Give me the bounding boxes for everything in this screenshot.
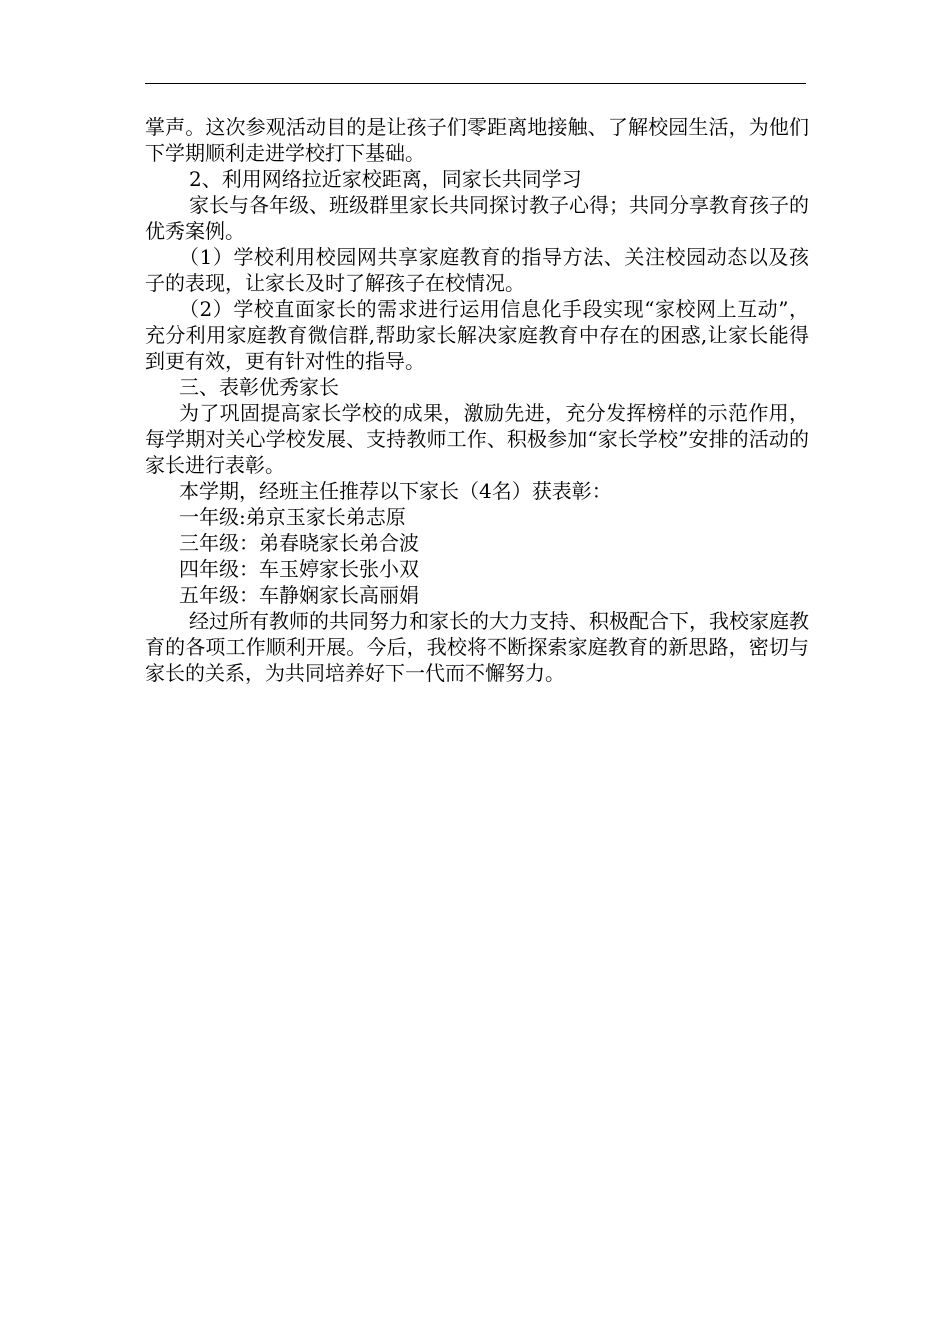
paragraph: 为了巩固提高家长学校的成果，激励先进，充分发挥榜样的示范作用，每学期对关心学校发展、支持教师工作、积极参加“家长学校”安排的活动的家长进行表彰。 [145, 401, 809, 477]
section-heading-3: 三、表彰优秀家长 [179, 375, 339, 399]
list-item: 一年级:弟京玉家长弟志原 [179, 505, 406, 529]
paragraph-conclusion: 经过所有教师的共同努力和家长的大力支持、积极配合下，我校家庭教育的各项工作顺利开展。今后，我校将不断探索家庭教育的新思路，密切与家长的关系，为共同培养好下一代而不懈努力。 [145, 609, 809, 685]
paragraph-item-1: （1）学校利用校园网共享家庭教育的指导方法、关注校园动态以及孩子的表现，让家长及时了解孩子在校情况。 [145, 245, 809, 295]
paragraph: 家长与各年级、班级群里家长共同探讨教子心得；共同分享教育孩子的优秀案例。 [145, 193, 809, 243]
list-item: 三年级：弟春晓家长弟合波 [179, 531, 419, 555]
paragraph: 本学期，经班主任推荐以下家长（4名）获表彰： [179, 479, 612, 503]
paragraph-continuation: 掌声。这次参观活动目的是让孩子们零距离地接触、了解校园生活，为他们下学期顺利走进学校打下基础。 [145, 115, 809, 165]
section-heading-2: 2、利用网络拉近家校距离，同家长共同学习 [189, 167, 582, 191]
list-item: 四年级：车玉婷家长张小双 [179, 557, 419, 581]
paragraph-item-2: （2）学校直面家长的需求进行运用信息化手段实现“家校网上互动”，充分利用家庭教育微信群,帮助家长解决家庭教育中存在的困惑,让家长能得到更有效，更有针对性的指导。 [145, 297, 809, 373]
header-rule [145, 83, 806, 84]
document-body [145, 114, 809, 686]
list-item: 五年级：车静娴家长高丽娟 [179, 583, 419, 607]
